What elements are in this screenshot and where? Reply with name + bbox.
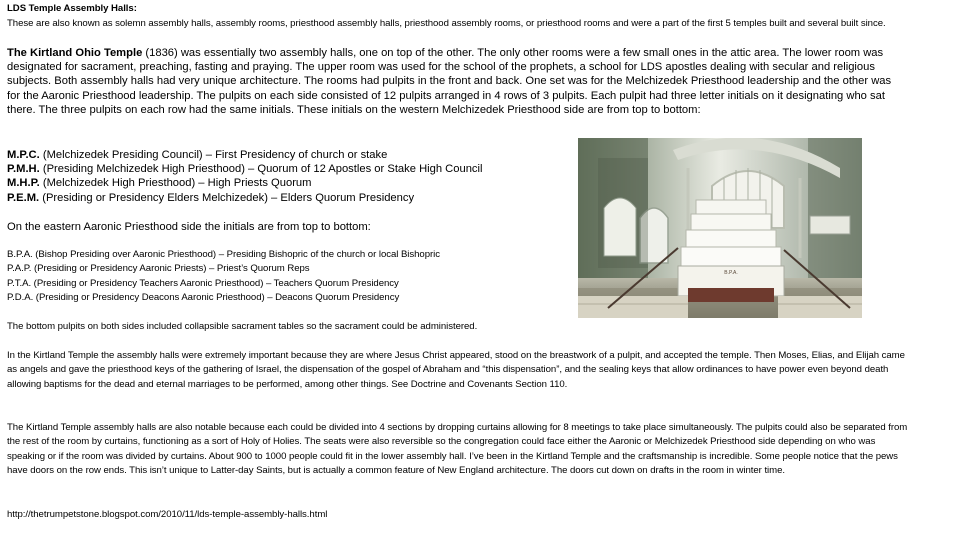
pulpit-initials: B.P.A.	[724, 270, 738, 276]
intro-paragraph: These are also known as solemn assembly halls, assembly rooms, priesthood assembly halls, priesthood assembly rooms, or priesthood rooms and were a part of the first 5 temples built and several built since.	[7, 18, 886, 29]
list-item	[7, 162, 567, 176]
list-item: B.P.A. (Bishop Presiding over Aaronic Priesthood) – Presiding Bishopric of the church or local Bishopric	[7, 249, 440, 260]
source-link[interactable]: http://thetrumpetstone.blogspot.com/2010/11/lds-temple-assembly-halls.html	[7, 509, 328, 520]
list-item	[7, 148, 567, 162]
list-item: P.T.A. (Presiding or Presidency Teachers Aaronic Priesthood) – Teachers Quorum Presidency	[7, 277, 399, 289]
appearance-paragraph: In the Kirtland Temple the assembly halls were extremely important because they are where Jesus Christ appeared, stood on the breastwork of a pulpit, and accepted the temple. Then Moses, Elias, and Elijah came as angels and gave the priesthood keys of the gathering of Israel, the dispensation of the gospel of Abraham and “this dispensation”, and the sealing keys that allow ordinances to have power even beyond death allowing baptisms for the dead and eternal marriages to be performed, among other things. See Doctrine and Covenants Section 110.	[7, 350, 905, 390]
initials-meaning: (Melchizedek Presiding Council) – First Presidency of church or stake	[39, 149, 388, 161]
kirtland-paragraph	[7, 46, 907, 117]
assembly-hall-photo-drawing	[578, 138, 862, 318]
list-item	[7, 176, 567, 190]
page-title: LDS Temple Assembly Halls:	[7, 3, 137, 14]
initials-meaning: (Presiding or Presidency Elders Melchizedek) – Elders Quorum Presidency	[39, 191, 415, 204]
list-item	[7, 191, 567, 205]
initials: M.P.C.	[7, 149, 40, 161]
eastern-side-lead: On the eastern Aaronic Priesthood side the initials are from top to bottom:	[7, 221, 371, 233]
list-item: P.D.A. (Presiding or Presidency Deacons Aaronic Priesthood) – Deacons Quorum Presidency	[7, 292, 400, 304]
list-item: P.A.P. (Presiding or Presidency Aaronic Priests) – Priest’s Quorum Reps	[7, 263, 310, 275]
aaronic-list	[7, 248, 567, 306]
kirtland-lead: The Kirtland Ohio Temple	[7, 47, 143, 59]
initials: P.E.M.	[7, 191, 40, 204]
melchizedek-list	[7, 148, 567, 205]
initials: M.H.P.	[7, 177, 40, 190]
initials-meaning: (Presiding Melchizedek High Priesthood) – Quorum of 12 Apostles or Stake High Council	[39, 163, 483, 176]
initials: P.M.H.	[7, 163, 40, 176]
assembly-hall-photo	[578, 138, 862, 318]
bottom-pulpits-note: The bottom pulpits on both sides included collapsible sacrament tables so the sacrament could be administered.	[7, 321, 478, 332]
initials-meaning: (Melchizedek High Priesthood) – High Priests Quorum	[39, 177, 312, 190]
curtains-paragraph: The Kirtland Temple assembly halls are also notable because each could be divided into 4 sections by dropping curtains allowing for 8 meetings to take place simultaneously. The pulpits could also be separated from the rest of the room by curtains, functioning as a sort of Holy of Holies. The seats were also reversible so the congregation could face either the Aaronic or Melchizedek Priesthood side depending on who was speaking or if the room was divided by curtains. About 900 to 1000 people could fit in the lower assembly hall. I’ve been in the Kirtland Temple and the craftsmanship is incredible. Some people notice that the pews have doors on the row ends. This isn’t unique to Latter-day Saints, but is actually a common feature of New England architecture. The doors cut down on drafts in the room in winter time.	[7, 422, 908, 477]
kirtland-body: (1836) was essentially two assembly halls, one on top of the other. The only other rooms were a few small ones in the attic area. The lower room was designated for sacrament, preaching, fasting and praying. The upper room was used for the school of the prophets, a school for LDS apostles dealing with secular and religious subjects. Both assembly halls had very unique architecture. The rooms had pulpits in the front and back. One set was for the Melchizedek Priesthood leadership and the other was for the Aaronic Priesthood leadership. The pulpits on each side consisted of 12 pulpits arranged in 4 rows of 3 pulpits. Each pulpit had three letter initials on it designating who sat there. The three pulpits on each row had the same initials. These initials on the western Melchizedek Priesthood side are from top to bottom:	[7, 47, 892, 116]
